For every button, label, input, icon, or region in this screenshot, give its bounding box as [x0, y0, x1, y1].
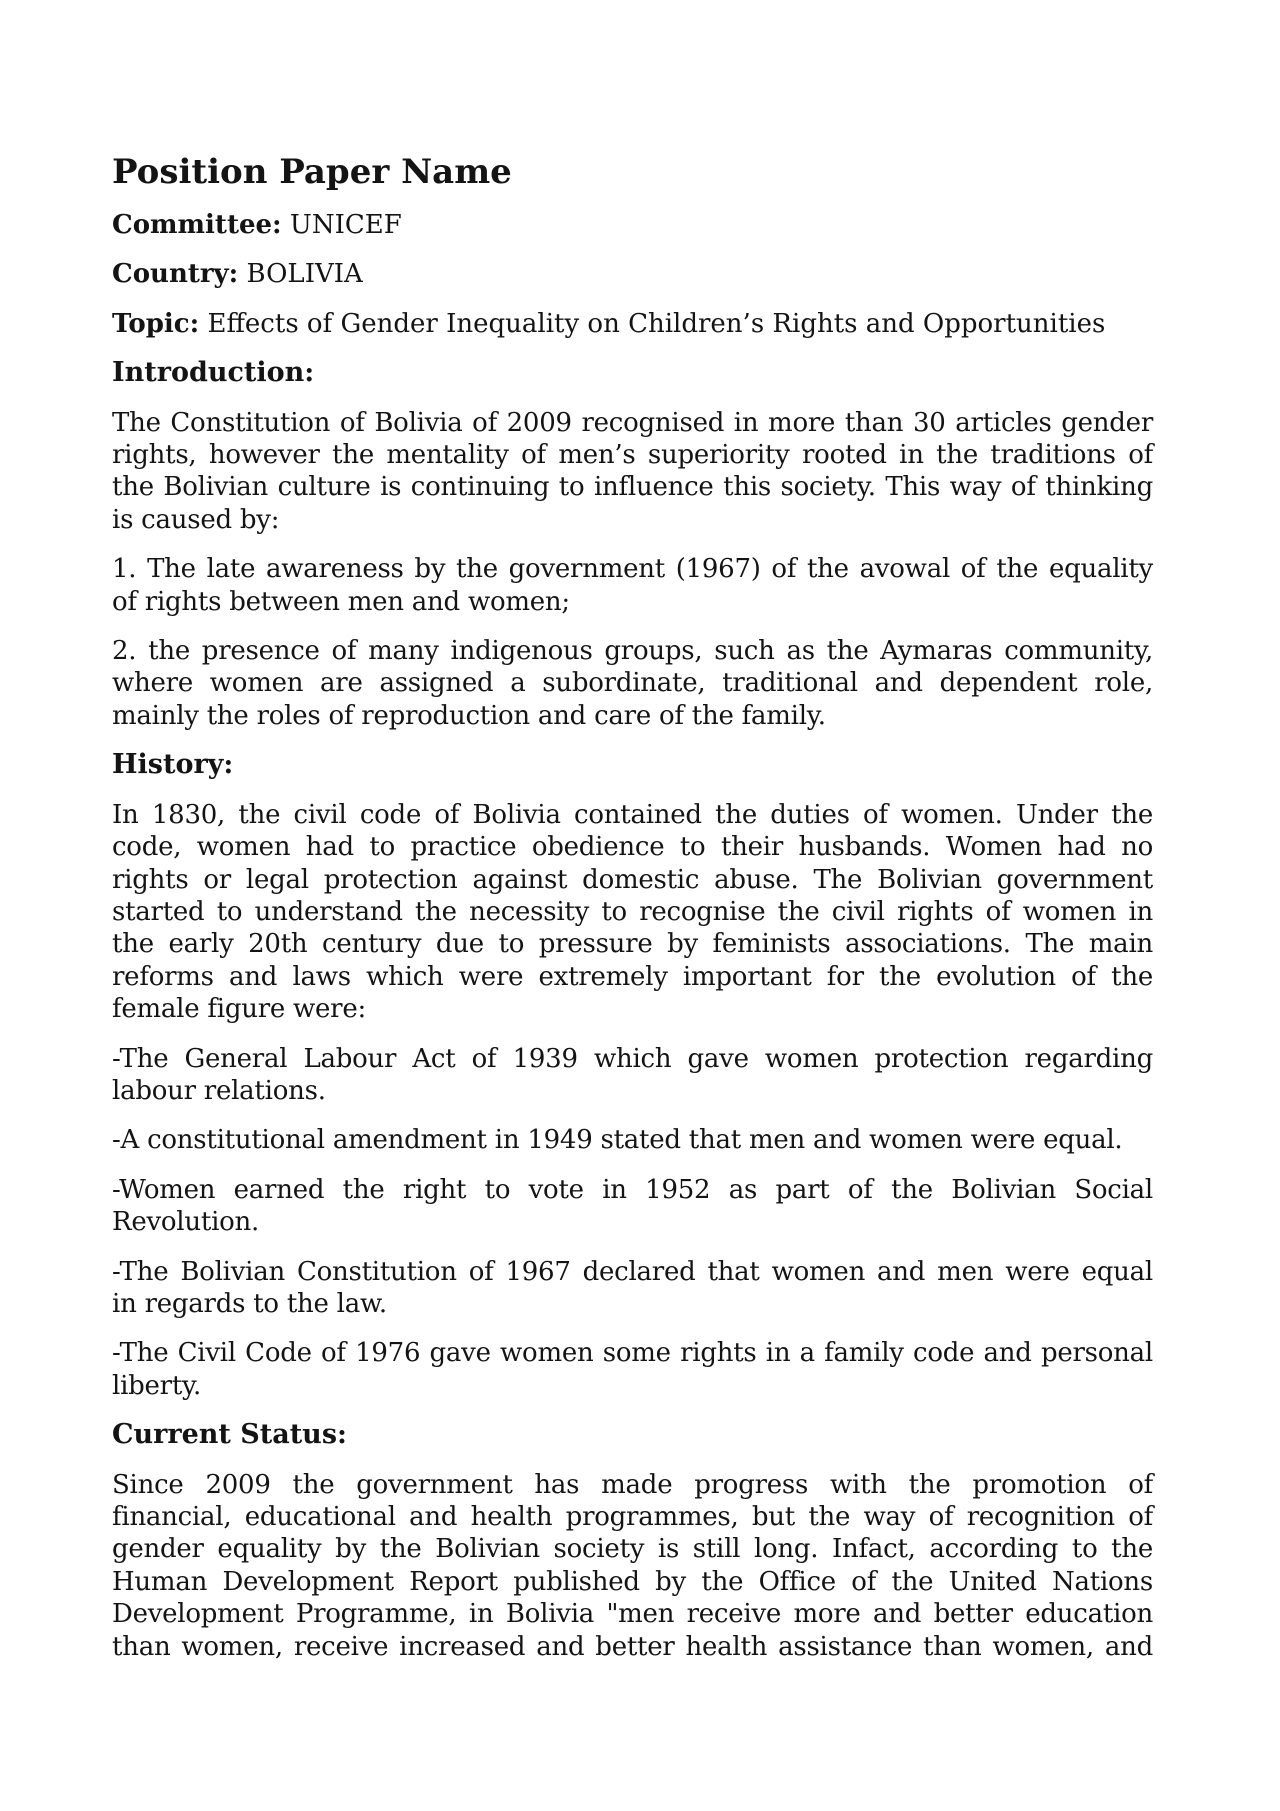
section-heading: Current Status:	[112, 1419, 347, 1451]
text-line: 1. The late awareness by the government (1967) of the avowal of the equality	[112, 554, 1153, 585]
text-line: is caused by:	[112, 504, 280, 535]
paragraph	[112, 1337, 1153, 1402]
paragraph	[112, 1174, 1153, 1239]
document-title: Position Paper Name	[112, 152, 512, 192]
text-line: code, women had to practice obedience to their husbands. Women had no	[112, 832, 1153, 863]
text-line: mainly the roles of reproduction and care of the family.	[112, 700, 826, 731]
text-line: reforms and laws which were extremely important for the evolution of the	[112, 961, 1153, 992]
section-heading: History:	[112, 749, 234, 781]
text-line: labour relations.	[112, 1075, 326, 1106]
document-body	[112, 152, 1153, 1663]
text-line: of rights between men and women;	[112, 586, 570, 617]
field-line	[112, 258, 1153, 290]
paragraph	[112, 1469, 1153, 1663]
field-line	[112, 308, 1153, 340]
field-value: UNICEF	[289, 210, 402, 240]
text-line: the Bolivian culture is continuing to influence this society. This way of thinking	[112, 472, 1153, 503]
field-label: Topic:	[112, 308, 200, 339]
text-line: Since 2009 the government has made progress with the promotion of	[112, 1469, 1153, 1500]
paragraph	[112, 799, 1153, 1026]
text-line: Development Programme, in Bolivia "men receive more and better education	[112, 1599, 1153, 1630]
paragraph	[112, 1256, 1153, 1321]
text-line: rights or legal protection against domestic abuse. The Bolivian government	[112, 864, 1153, 895]
field-value: Effects of Gender Inequality on Children’s Rights and Opportunities	[207, 308, 1106, 339]
field-line	[112, 209, 1153, 241]
text-line: gender equality by the Bolivian society is still long. Infact, according to the	[112, 1534, 1153, 1565]
paragraph	[112, 407, 1153, 537]
text-line: Human Development Report published by the Office of the United Nations	[112, 1566, 1153, 1597]
text-line: where women are assigned a subordinate, traditional and dependent role,	[112, 668, 1153, 699]
text-line: -The General Labour Act of 1939 which gave women protection regarding	[112, 1043, 1153, 1074]
text-line: Revolution.	[112, 1207, 260, 1238]
text-line: 2. the presence of many indigenous groups, such as the Aymaras community,	[112, 636, 1153, 667]
field-label: Committee:	[112, 210, 282, 240]
paragraph	[112, 1124, 1153, 1156]
text-line: -The Civil Code of 1976 gave women some rights in a family code and personal	[112, 1338, 1153, 1369]
section-heading: Introduction:	[112, 357, 315, 389]
text-line: In 1830, the civil code of Bolivia contained the duties of women. Under the	[112, 799, 1153, 830]
text-line: than women, receive increased and better health assistance than women, and	[112, 1631, 1153, 1662]
text-line: -The Bolivian Constitution of 1967 declared that women and men were equal	[112, 1256, 1153, 1287]
text-line: liberty.	[112, 1370, 202, 1401]
text-line: in regards to the law.	[112, 1288, 387, 1319]
paragraph	[112, 635, 1153, 732]
text-line: financial, educational and health programmes, but the way of recognition of	[112, 1502, 1153, 1532]
text-line: started to understand the necessity to recognise the civil rights of women in	[112, 896, 1153, 927]
field-label: Country:	[112, 259, 239, 290]
text-line: the early 20th century due to pressure by feminists associations. The main	[112, 929, 1153, 960]
text-line: The Constitution of Bolivia of 2009 recognised in more than 30 articles gender	[112, 407, 1153, 438]
paragraph	[112, 553, 1153, 618]
text-line: -Women earned the right to vote in 1952 as part of the Bolivian Social	[112, 1174, 1153, 1205]
field-value: BOLIVIA	[246, 259, 363, 290]
paragraph	[112, 1043, 1153, 1108]
text-line: rights, however the mentality of men’s superiority rooted in the traditions of	[112, 440, 1153, 471]
text-line: female figure were:	[112, 994, 367, 1025]
text-line: -A constitutional amendment in 1949 stated that men and women were equal.	[112, 1125, 1123, 1156]
